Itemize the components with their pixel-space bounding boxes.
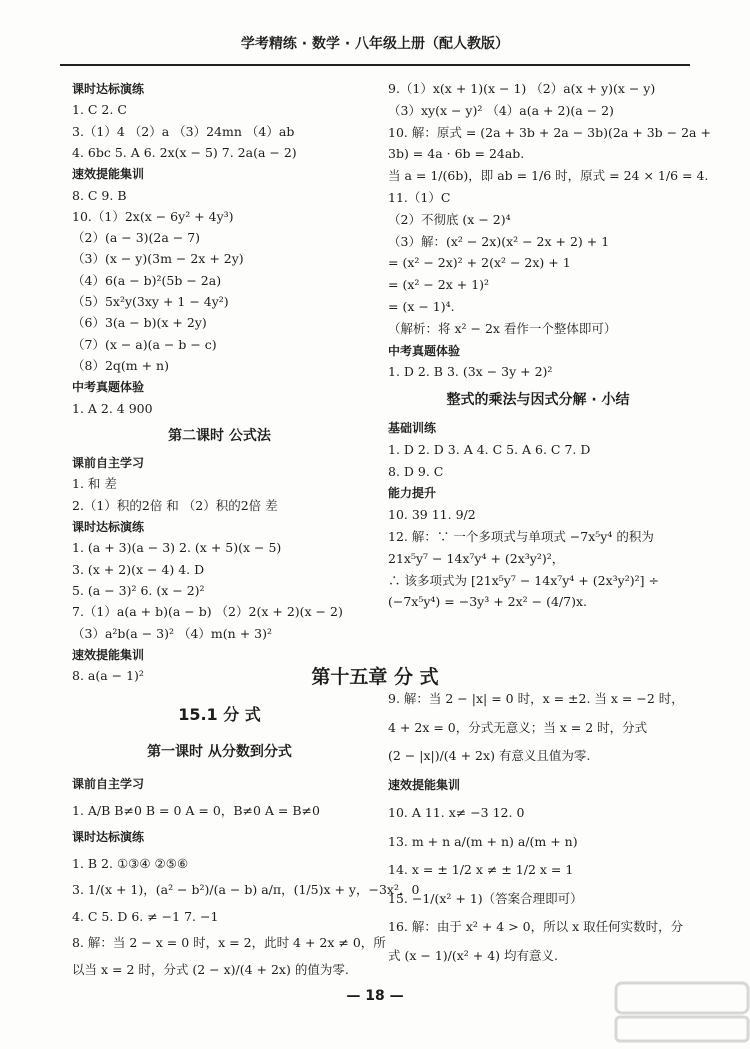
answer-line: 15. −1/(x² + 1)（答案合理即可） — [388, 890, 583, 906]
answer-line: 9. 解：当 2 − |x| = 0 时，x = ±2. 当 x = −2 时， — [388, 691, 684, 706]
answer-line: 式 (x − 1)/(x² + 4) 均有意义. — [388, 947, 558, 963]
answer-line: 以当 x = 2 时，分式 (2 − x)/(4 + 2x) 的值为零. — [72, 961, 349, 977]
chapter-title: 第十五章 分 式 — [311, 666, 439, 688]
section-heading: 课时达标演练 — [72, 82, 145, 96]
answer-line: 1. (a + 3)(a − 3) 2. (x + 5)(x − 5) — [72, 540, 282, 556]
section-heading: 速效提能集训 — [72, 647, 145, 662]
section-heading: 课前自主学习 — [72, 777, 145, 791]
subsection-title: 第一课时 从分数到分式 — [147, 743, 292, 760]
answer-line: 3.（1）4 （2）a （3）24mn （4）ab — [72, 123, 295, 139]
section-heading: 速效提能集训 — [388, 777, 461, 792]
answer-line: （2）不彻底 (x − 2)⁴ — [388, 211, 511, 227]
answer-line: （4）6(a − b)²(5b − 2a) — [72, 272, 222, 288]
subsection-title: 第二课时 公式法 — [168, 427, 271, 444]
watermark-logo-icon — [612, 975, 750, 1045]
section-heading: 速效提能集训 — [72, 167, 145, 182]
answer-line: 1. A 2. 4 900 — [72, 400, 153, 416]
running-header — [60, 24, 690, 66]
answer-line: （8）2q(m + n) — [72, 357, 169, 373]
subsection-title: 15.1 分 式 — [178, 705, 261, 724]
answer-line: 21x⁵y⁷ − 14x⁷y⁴ + (2x³y²)²， — [388, 550, 565, 566]
answer-line: (−7x⁵y⁴) = −3y³ + 2x² − (4/7)x. — [388, 594, 587, 610]
answer-line: 10. 解：原式 = (2a + 3b + 2a − 3b)(2a + 3b − 2a + — [388, 124, 711, 140]
answer-line: 13. m + n a/(m + n) a/(m + n) — [388, 833, 578, 849]
answer-line: 8. D 9. C — [388, 463, 444, 479]
answer-line: 1. A/B B≠0 B = 0 A = 0，B≠0 A = B≠0 — [72, 802, 320, 818]
section-heading: 课时达标演练 — [72, 830, 145, 844]
answer-line: 1. B 2. ①③④ ②⑤⑥ — [72, 855, 189, 871]
answer-line: = (x² − 2x)² + 2(x² − 2x) + 1 — [388, 255, 571, 271]
answer-line: 10.（1）2x(x − 6y² + 4y³) — [72, 208, 234, 224]
answer-line: 8. a(a − 1)² — [72, 668, 144, 684]
answer-line: 14. x = ± 1/2 x ≠ ± 1/2 x = 1 — [388, 862, 574, 877]
answer-line: ∴ 该多项式为 [21x⁵y⁷ − 14x⁷y⁴ + (2x³y²)²] ÷ — [388, 572, 659, 588]
answer-line: （解析：将 x² − 2x 看作一个整体即可） — [388, 320, 617, 336]
answer-line: （3）xy(x − y)² （4）a(a + 2)(a − 2) — [388, 102, 614, 118]
section-heading: 中考真题体验 — [388, 343, 461, 358]
answer-line: （3）解：(x² − 2x)(x² − 2x + 2) + 1 — [388, 233, 610, 249]
answer-line: 8. C 9. B — [72, 187, 127, 203]
section-heading: 能力提升 — [388, 486, 437, 501]
subsection-title: 整式的乘法与因式分解 · 小结 — [446, 392, 630, 409]
section-heading: 课前自主学习 — [72, 456, 145, 471]
answer-line: 10. 39 11. 9/2 — [388, 507, 476, 523]
section-heading: 中考真题体验 — [72, 380, 145, 395]
answer-line: 1. D 2. D 3. A 4. C 5. A 6. C 7. D — [388, 441, 591, 457]
answer-line: 9.（1）x(x + 1)(x − 1) （2）a(x + y)(x − y) — [388, 81, 656, 96]
answer-line: 1. 和 差 — [72, 476, 117, 492]
answer-line: 4. 6bc 5. A 6. 2x(x − 5) 7. 2a(a − 2) — [72, 144, 297, 160]
answer-line: 1. C 2. C — [72, 102, 127, 118]
answer-line: （7）(x − a)(a − b − c) — [72, 336, 217, 352]
answer-line: 3. (x + 2)(x − 4) 4. D — [72, 561, 205, 577]
section-heading: 基础训练 — [388, 421, 437, 435]
answer-line: （5）5x²y(3xy + 1 − 4y²) — [72, 294, 229, 309]
answer-line: 4. C 5. D 6. ≠ −1 7. −1 — [72, 908, 219, 924]
answer-line: 3b) = 4a · 6b = 24ab. — [388, 146, 525, 162]
answer-line: = (x − 1)⁴. — [388, 299, 455, 314]
page-number: — 18 — — [346, 988, 404, 1004]
watermark-logo — [612, 975, 750, 1045]
answer-line: 11.（1）C — [388, 190, 451, 205]
answer-line: （2）(a − 3)(2a − 7) — [72, 230, 201, 246]
answer-line: （6）3(a − b)(x + 2y) — [72, 315, 207, 331]
answer-line: 2.（1）积的2倍 和 （2）积的2倍 差 — [72, 497, 278, 513]
answer-line: 16. 解：由于 x² + 4 > 0，所以 x 取任何实数时，分 — [388, 919, 684, 934]
answer-line: 12. 解：∵ 一个多项式与单项式 −7x⁵y⁴ 的积为 — [388, 529, 654, 544]
answer-line: 3. 1/(x + 1)，(a² − b²)/(a − b) a/π，(1/5)x + y，−3x²，0 — [72, 882, 420, 897]
answer-line: 当 a = 1/(6b)，即 ab = 1/6 时，原式 = 24 × 1/6 = 4. — [388, 168, 709, 184]
answer-line: （3）a²b(a − 3)² （4）m(n + 3)² — [72, 625, 272, 641]
answer-line: = (x² − 2x + 1)² — [388, 277, 490, 293]
answer-line: 7.（1）a(a + b)(a − b) （2）2(x + 2)(x − 2) — [72, 604, 343, 620]
section-heading: 课时达标演练 — [72, 520, 145, 534]
header-title: 学考精练 · 数学 · 八年级上册（配人教版） — [240, 36, 510, 52]
answer-line: 5. (a − 3)² 6. (x − 2)² — [72, 582, 205, 598]
answer-line: 10. A 11. x≠ −3 12. 0 — [388, 805, 525, 820]
answer-line: 1. D 2. B 3. (3x − 3y + 2)² — [388, 364, 553, 380]
answer-line: 4 + 2x = 0，分式无意义；当 x = 2 时，分式 — [388, 719, 648, 735]
answer-line: （3）(x − y)(3m − 2x + 2y) — [72, 251, 244, 267]
answer-line: (2 − |x|)/(4 + 2x) 有意义且值为零. — [388, 748, 591, 763]
answer-line: 8. 解：当 2 − x = 0 时，x = 2，此时 4 + 2x ≠ 0，所 — [72, 935, 386, 950]
